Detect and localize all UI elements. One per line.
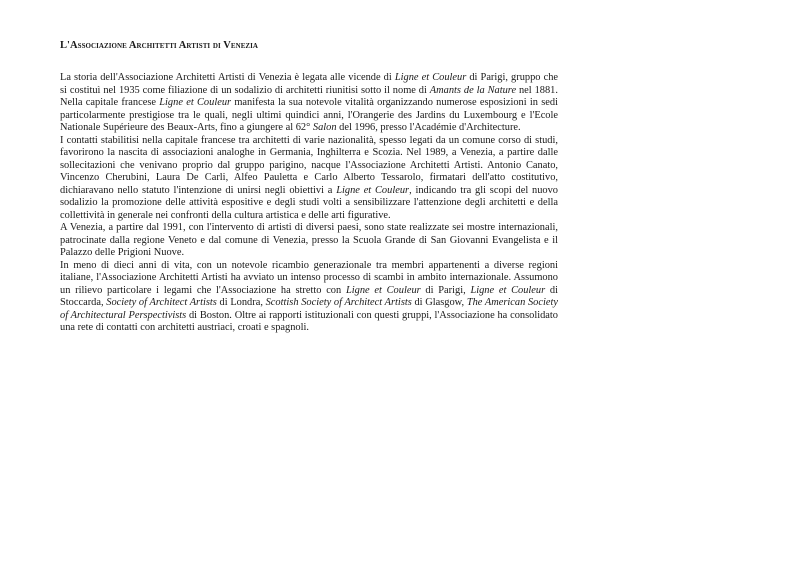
paragraph-text: di Glasgow,	[411, 297, 467, 308]
paragraph-text: di Londra,	[216, 297, 266, 308]
paragraph-text: manifesta la sua notevole vitalità organizzando numerose esposizioni in sedi particolarmente prestigiose tra le quali, negli ultimi quindici anni, l'Orangerie des Jardins du Luxembourg e l'Ecole Nationale Supérieure des Beaux-Arts, fino a giungere al 62°	[60, 97, 558, 133]
paragraph-text: di Parigi,	[420, 284, 471, 296]
italic-title-text: Ligne et Couleur	[394, 72, 467, 83]
section-heading: L'Associazione Architetti Artisti di Venezia	[60, 40, 259, 51]
paragraph	[60, 72, 558, 135]
italic-title-text: Ligne et Couleur	[336, 184, 410, 196]
text-block	[60, 40, 558, 335]
italic-title-text: Salon	[312, 122, 337, 133]
paragraph-text: del 1996, presso l'Académie d'Architecture.	[336, 122, 521, 133]
paragraph-text: La storia dell'Associazione Architetti Artisti di Venezia è legata alle vicende di	[60, 72, 395, 83]
paragraph-text: di Boston. Oltre ai rapporti istituzionali con questi gruppi, l'Associazione ha consolidato una rete di contatti con architetti austriaci, croati e spagnoli.	[60, 309, 558, 333]
italic-title-text: Ligne et Couleur	[345, 284, 421, 296]
italic-title-text: The American Society of Architectural Perspectivists	[60, 297, 558, 321]
italic-title-text: Scottish Society of Architect Artists	[265, 297, 412, 308]
paragraph-text: , indicando tra gli scopi del nuovo sodalizio la promozione delle attività espositive e degli studi volti a sensibilizzare l'attenzione degli architetti e della collettività in generale nei confronti della cultura artistica e delle arti figurative.	[60, 184, 559, 221]
body-text	[60, 72, 558, 335]
paragraph	[60, 135, 558, 223]
italic-title-text: Ligne et Couleur	[470, 284, 546, 296]
paragraph-text: di Parigi, gruppo che si costituì nel 1935 come filiazione di un sodalizio di architetti riunitisi sotto il nome di	[60, 72, 559, 96]
paragraph-text: di Stoccarda,	[60, 284, 559, 308]
paragraph-text: In meno di dieci anni di vita, con un notevole ricambio generazionale tra membri appartenenti a diverse regioni italiane, l'Associazione Architetti Artisti ha avviato un intenso processo di scambi in ambito internazionale. Assumono un rilievo particolare i legami che l'Associazione ha stretto con	[60, 259, 558, 296]
paragraph-text: nel 1881. Nella capitale francese	[60, 84, 558, 108]
paragraph-text: A Venezia, a partire dal 1991, con l'intervento di artisti di diversi paesi, sono state realizzate sei mostre internazionali, patrocinate dalla regione Veneto e dal comune di Venezia, presso la Scuola Grande di San Giovanni Evangelista e il Palazzo delle Prigioni Nuove.	[60, 222, 558, 258]
paragraph	[60, 260, 558, 335]
italic-title-text: Society of Architect Artists	[106, 297, 217, 308]
italic-title-text: Ligne et Couleur	[159, 97, 232, 108]
paragraph-text: I contatti stabilitisi nella capitale francese tra architetti di varie nazionalità, spesso legati da un comune corso di studi, favorirono la nascita di associazioni analoghe in Germania, Inghilterra e Scozia. Nel 1989, a Venezia, a partire dalle sollecitazioni che venivano proprio dal gruppo parigino, nacque l'Associazione Architetti Artisti. Antonio Canato, Vincenzo Cherubini, Laura De Carli, Alfeo Pauletta e Carlo Alberto Tessarolo, firmatari dell'atto costitutivo, dichiaravano nello statuto l'intenzione di unirsi negli obiettivi a	[60, 134, 558, 196]
italic-title-text: Amants de la Nature	[429, 84, 517, 96]
paragraph	[60, 222, 558, 260]
